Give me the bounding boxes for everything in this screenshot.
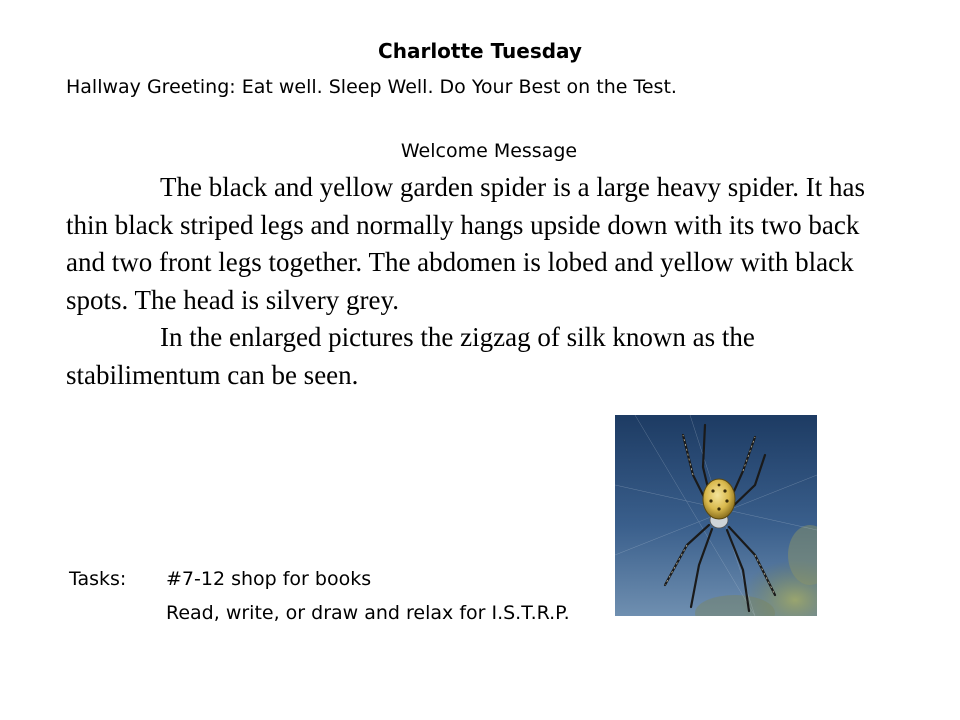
message-paragraph-2: In the enlarged pictures the zigzag of silk known as the stabilimentum can be seen. xyxy=(66,322,755,390)
hallway-greeting: Hallway Greeting: Eat well. Sleep Well. Do Your Best on the Test. xyxy=(66,76,677,98)
welcome-heading: Welcome Message xyxy=(400,140,578,162)
tasks-label: Tasks: xyxy=(69,568,127,590)
task-item: Read, write, or draw and relax for I.S.T.R.P. xyxy=(166,602,570,624)
task-item: #7-12 shop for books xyxy=(166,568,372,590)
message-paragraph-1: The black and yellow garden spider is a large heavy spider. It has thin black striped legs and normally hangs upside down with its two back and two front legs together. The abdomen is lobed and yellow with black spots. The head is silvery grey. xyxy=(66,172,866,315)
welcome-message-body xyxy=(66,169,896,394)
page-title: Charlotte Tuesday xyxy=(378,39,582,63)
spider-photo xyxy=(615,415,817,616)
